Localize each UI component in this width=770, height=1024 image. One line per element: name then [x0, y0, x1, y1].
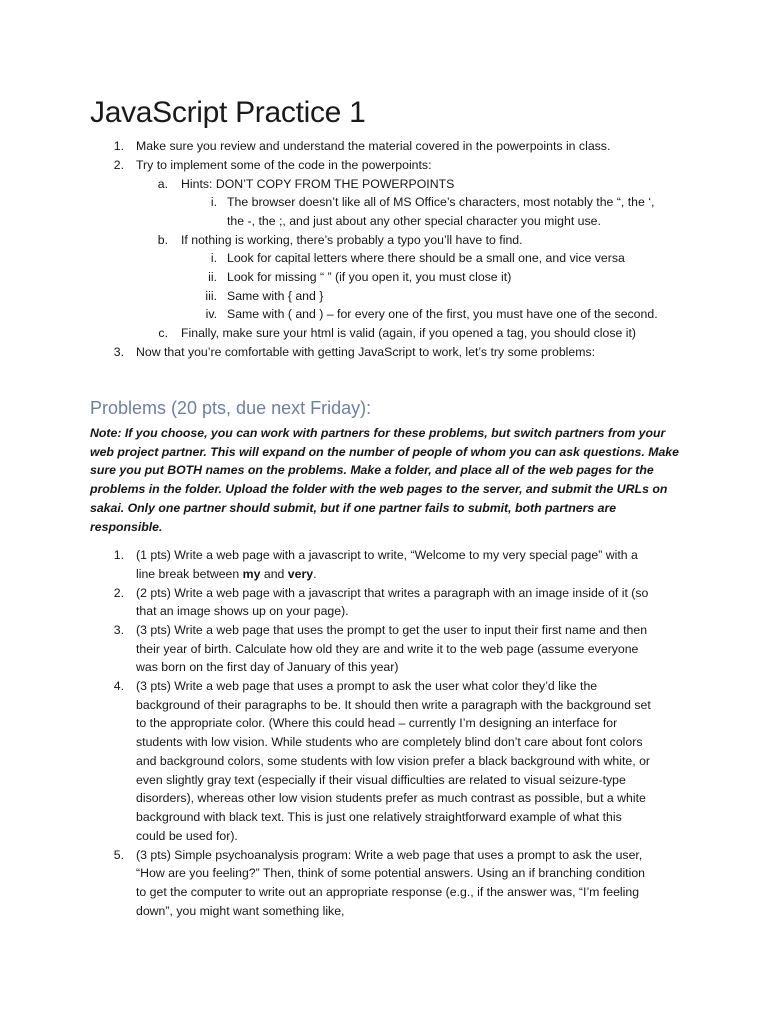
note-paragraph [90, 424, 690, 536]
list-number: 2. [113, 586, 124, 600]
list-number: 1. [113, 139, 124, 153]
list-item: Same with ( and ) – for every one of the first, you must have one of the second. [227, 307, 658, 321]
bold-word: very [287, 567, 314, 581]
text-run: line break between [136, 567, 243, 581]
list-item: disorders), whereas other low vision students prefer as much contrast as possible, but a white [136, 791, 646, 805]
note-line: sure you put BOTH names on the problems. Make a folder, and place all of the web pages for the [90, 463, 654, 478]
text-run: and [260, 567, 288, 581]
list-item: and background colors, some students with low vision prefer a black background with white, or [136, 754, 651, 768]
list-item: (2 pts) Write a web page with a javascript that writes a paragraph with an image inside of it (so [136, 586, 649, 600]
list-item: background of their paragraphs to be. It should then write a paragraph with the background set [136, 698, 651, 712]
list-number: i. [210, 195, 217, 209]
list-item: Look for missing “ ” (if you open it, you must close it) [227, 270, 512, 284]
list-number: i. [210, 251, 217, 265]
list-item: Now that you’re comfortable with getting JavaScript to work, let’s try some problems: [136, 345, 596, 359]
list-item [136, 565, 317, 583]
list-number: a. [157, 177, 168, 191]
note-line: problems in the folder. Upload the folder with the web pages to the server, and submit the URLs on [90, 482, 668, 497]
list-number: iv. [205, 307, 217, 321]
list-item: was born on the first day of January of this year) [136, 660, 399, 674]
list-item: even slightly gray text (especially if their visual difficulties are related to visual seizure-type [136, 773, 626, 787]
list-item: the -, the ;, and just about any other special character you might use. [227, 214, 601, 228]
list-item: could be used for). [136, 829, 238, 843]
list-number: b. [157, 233, 168, 247]
list-item: If nothing is working, there’s probably a typo you’ll have to find. [181, 233, 523, 247]
list-item: that an image shows up on your page). [136, 604, 349, 618]
list-item: (3 pts) Write a web page that uses the prompt to get the user to input their first name and then [136, 623, 648, 637]
list-item: to get the computer to write out an appropriate response (e.g., if the answer was, “I’m feeling [136, 885, 640, 899]
section-heading: Problems (20 pts, due next Friday): [90, 398, 372, 418]
note-line: responsible. [90, 519, 163, 534]
list-item: (3 pts) Write a web page that uses a prompt to ask the user what color they’d like the [136, 679, 598, 693]
list-number: 3. [113, 345, 124, 359]
list-item: Make sure you review and understand the material covered in the powerpoints in class. [136, 139, 611, 153]
list-number: 2. [113, 158, 124, 172]
list-item: Finally, make sure your html is valid (again, if you opened a tag, you should close it) [181, 326, 636, 340]
list-item: Try to implement some of the code in the powerpoints: [136, 158, 432, 172]
list-item: (1 pts) Write a web page with a javascript to write, “Welcome to my very special page” with a [136, 548, 638, 562]
text-run: . [313, 567, 317, 581]
list-item: Same with { and } [227, 289, 324, 303]
list-item: their year of birth. Calculate how old they are and write it to the web page (assume everyone [136, 642, 639, 656]
list-item: The browser doesn’t like all of MS Office’s characters, most notably the “, the ‘, [227, 195, 655, 209]
list-item: (3 pts) Simple psychoanalysis program: Write a web page that uses a prompt to ask the user, [136, 848, 643, 862]
list-number: iii. [205, 289, 217, 303]
list-item: to the appropriate color. (Where this could head – currently I’m designing an interface for [136, 716, 618, 730]
list-item: down”, you might want something like, [136, 904, 345, 918]
note-line: web project partner. This will expand on the number of people of whom you can ask questions. Make [90, 444, 679, 459]
list-number: 5. [113, 848, 124, 862]
list-number: 3. [113, 623, 124, 637]
note-line: sakai. Only one partner should submit, but if one partner fails to submit, both partners are [90, 500, 617, 515]
list-number: 1. [113, 548, 124, 562]
list-item: Look for capital letters where there should be a small one, and vice versa [227, 251, 625, 265]
note-line: Note: If you choose, you can work with partners for these problems, but switch partners from your [90, 426, 666, 440]
list-item: background with black text. This is just one relatively straightforward example of what this [136, 810, 622, 824]
bold-word: my [242, 567, 261, 581]
page-title: JavaScript Practice 1 [90, 96, 366, 129]
list-number: c. [158, 326, 168, 340]
list-number: ii. [208, 270, 217, 284]
list-item: students with low vision. While students who are completely blind don’t care about font colors [136, 735, 643, 749]
list-item: Hints: DON’T COPY FROM THE POWERPOINTS [181, 177, 455, 191]
list-number: 4. [113, 679, 124, 693]
list-item: “How are you feeling?” Then, think of some potential answers. Using an if branching condition [136, 866, 646, 880]
